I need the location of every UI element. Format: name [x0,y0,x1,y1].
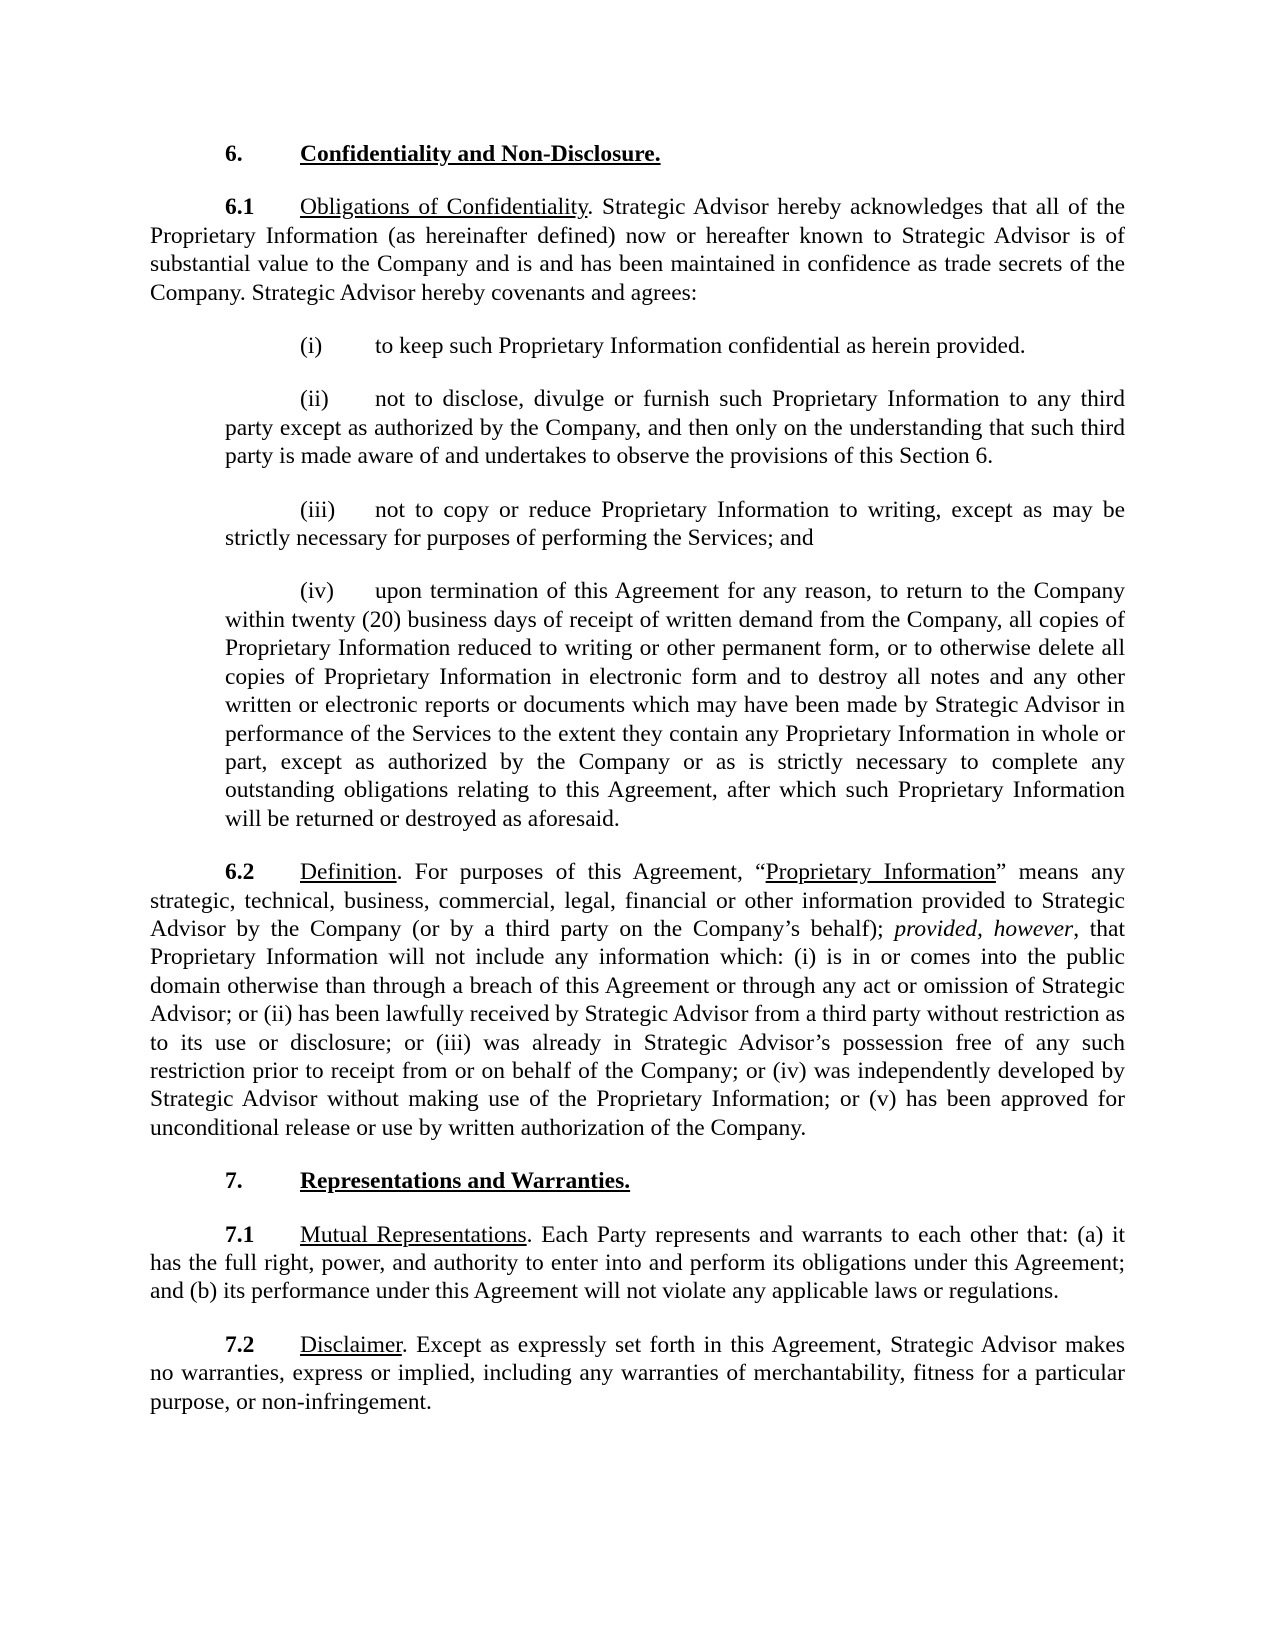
clause-7-1 [150,1221,1125,1306]
section-number: 6. [225,141,243,167]
item-text: upon termination of this Agreement for any reason, to return to the Company within twenty (20) business days of receipt of written demand from the Company, all copies of Proprietary Information reduced to writing or other permanent form, or to otherwise delete all copies of Proprietary Information in electronic form and to destroy all notes and any other written or electronic reports or documents which may have been made by Strategic Advisor in performance of the Services to the extent they contain any Proprietary Information in whole or part, except as authorized by the Company or as is strictly necessary to complete any outstanding obligations relating to this Agreement, after which such Proprietary Information will be returned or destroyed as aforesaid. [225,578,1125,832]
clause-title: Obligations of Confidentiality [300,194,588,221]
clause-number: 7.2 [225,1331,255,1358]
clause-title: Disclaimer [300,1331,402,1358]
clause-number: 6.1 [225,194,255,221]
item-number: (iv) [300,578,334,605]
list-item-i [225,332,1125,360]
italic-text: provided, however [894,915,1074,942]
clause-text: . Strategic Advisor hereby acknowledges that all of the Proprietary Information (as hereinafter defined) now or hereafter known to Strategic Advisor is of substantial value to the Company and is and has been maintained in confidence as trade secrets of the Company. Strategic Advisor hereby covenants and agrees: [150,194,1125,306]
clause-7-2 [150,1331,1125,1416]
clause-title: Mutual Representations [300,1221,527,1248]
defined-term: Proprietary Information [765,859,996,886]
section-7-heading [150,1167,1125,1195]
clause-number: 6.2 [225,859,255,886]
item-text: to keep such Proprietary Information confidential as herein provided. [375,333,1026,360]
clause-text: . Except as expressly set forth in this Agreement, Strategic Advisor makes no warranties, express or implied, including any warranties of merchantability, fitness for a particular purpose, or non-infringement. [150,1331,1125,1415]
list-item-iii [225,496,1125,553]
section-title: Confidentiality and Non-Disclosure. [300,141,661,167]
clause-6-1 [150,193,1125,307]
clause-number: 7.1 [225,1221,255,1248]
clause-text: . For purposes of this Agreement, “ [396,859,766,886]
clause-text: , that Proprietary Information will not include any information which: (i) is in or comes into the public domain otherwise than through a breach of this Agreement or through any act or omission of Strategic Advisor; or (ii) has been lawfully received by Strategic Advisor from a third party without restriction as to its use or disclosure; or (iii) was already in Strategic Advisor’s possession free of any such restriction prior to receipt from or on behalf of the Company; or (iv) was independently developed by Strategic Advisor without making use of the Proprietary Information; or (v) has been approved for unconditional release or use by written authorization of the Company. [150,915,1125,1141]
item-text: not to copy or reduce Proprietary Information to writing, except as may be strictly necessary for purposes of performing the Services; and [225,496,1125,552]
document-page [150,140,1125,1441]
clause-text: ” means any strategic, technical, business, commercial, legal, financial or other information provided to Strategic Advisor by the Company (or by a third party on the Company’s behalf); [150,859,1125,942]
section-6-heading [150,140,1125,168]
clause-text: . Each Party represents and warrants to each other that: (a) it has the full right, power, and authority to enter into and perform its obligations under this Agreement; and (b) its performance under this Agreement will not violate any applicable laws or regulations. [150,1221,1126,1305]
item-number: (ii) [300,386,329,413]
item-number: (iii) [300,496,336,523]
clause-6-2 [150,858,1125,1142]
section-title: Representations and Warranties. [300,1168,631,1195]
section-number: 7. [225,1168,243,1195]
item-text: not to disclose, divulge or furnish such Proprietary Information to any third party except as authorized by the Company, and then only on the understanding that such third party is made aware of and undertakes to observe the provisions of this Section 6. [225,386,1125,470]
list-item-ii [225,385,1125,470]
list-item-iv [225,577,1125,833]
clause-title: Definition [300,859,397,886]
item-number: (i) [300,333,323,360]
